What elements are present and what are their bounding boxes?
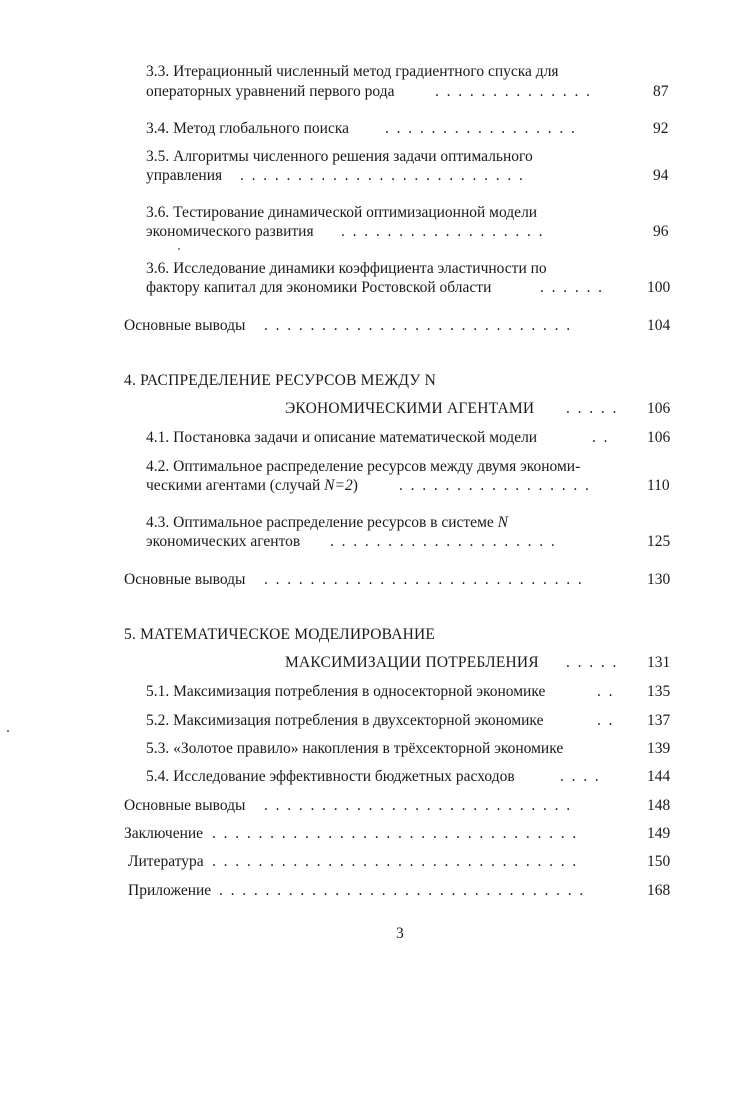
toc-entry-5-3: 5.3. «Золотое правило» накопления в трёхсекторной экономике (146, 740, 564, 757)
toc-dot-leader: . . . . . . . . . . . . . . . . . . . . . . . . . . . . . . . . (212, 853, 577, 870)
chapter-5-title-line2: МАКСИМИЗАЦИИ ПОТРЕБЛЕНИЯ (285, 654, 539, 671)
toc-entry-3-6a-line1: 3.6. Тестирование динамической оптимизационной модели (146, 204, 538, 221)
toc-dot-leader: . . . . . (566, 400, 617, 417)
scan-speck (178, 248, 180, 250)
toc-entry-5-4: 5.4. Исследование эффективности бюджетных расходов (146, 768, 515, 785)
toc-page-3-5: 94 (653, 167, 669, 184)
toc-page-3-6a: 96 (653, 223, 669, 240)
toc-dot-leader: . . . . . . . . . . . . . . . . . . . . . . . . . . . . . . . . (219, 882, 584, 899)
toc-page-appendix: 168 (647, 882, 671, 899)
toc-appendix: Приложение (128, 882, 212, 899)
toc-page-literature: 150 (647, 853, 671, 870)
toc-page-5-3: 139 (647, 740, 671, 757)
toc-summary-ch3: Основные выводы (124, 317, 246, 334)
toc-entry-5-2: 5.2. Максимизация потребления в двухсекторной экономике (146, 712, 544, 729)
toc-entry-5-1: 5.1. Максимизация потребления в односекторной экономике (146, 683, 546, 700)
toc-dot-leader: . . . . (560, 768, 599, 785)
chapter-4-title-line2: ЭКОНОМИЧЕСКИМИ АГЕНТАМИ (285, 400, 535, 417)
toc-dot-leader: . . . . . . . . . . . . . . . . . . . . . . . . . . . (264, 317, 571, 334)
toc-dot-leader: . . . . . . . . . . . . . . . . . . . . . . . . . . . . (264, 571, 582, 588)
toc-entry-4-1: 4.1. Постановка задачи и описание математической модели (146, 429, 538, 446)
toc-page-4-3: 125 (647, 533, 671, 550)
scan-speck (7, 730, 9, 732)
toc-summary-ch5: Основные выводы (124, 797, 246, 814)
toc-dot-leader: . . . . . (566, 654, 617, 671)
toc-dot-leader: . . . . . . . . . . . . . . . . . (399, 477, 589, 494)
toc-dot-leader: . . (597, 712, 613, 729)
toc-entry-4-2-line1: 4.2. Оптимальное распределение ресурсов между двумя экономи- (146, 458, 581, 475)
toc-entry-3-5-line2: управления (146, 167, 223, 184)
toc-dot-leader: . . (592, 429, 608, 446)
toc-page-3-4: 92 (653, 120, 669, 137)
toc-page-5-1: 135 (647, 683, 671, 700)
toc-entry-3-6b-line2: фактору капитал для экономики Ростовской области (146, 279, 492, 296)
page-number: 3 (396, 925, 404, 942)
toc-page-4-1: 106 (647, 429, 671, 446)
toc-dot-leader: . . . . . . (540, 279, 602, 296)
toc-entry-4-3-line2: экономических агентов (146, 533, 301, 550)
toc-dot-leader: . . . . . . . . . . . . . . (435, 83, 590, 100)
toc-literature: Литература (128, 853, 204, 870)
toc-dot-leader: . . . . . . . . . . . . . . . . . . . . (330, 533, 555, 550)
chapter-4-title-line1: 4. РАСПРЕДЕЛЕНИЕ РЕСУРСОВ МЕЖДУ N (124, 372, 437, 389)
toc-dot-leader: . . . . . . . . . . . . . . . . . (385, 120, 575, 137)
toc-entry-3-6b-line1: 3.6. Исследование динамики коэффициента эластичности по (146, 260, 547, 277)
toc-page-5-2: 137 (647, 712, 671, 729)
toc-entry-4-2-line2: ческими агентами (случай N=2) (146, 477, 358, 494)
toc-page-5-4: 144 (647, 768, 671, 785)
toc-dot-leader: . . (597, 683, 613, 700)
toc-entry-3-4: 3.4. Метод глобального поиска (146, 120, 350, 137)
toc-page-4-2: 110 (647, 477, 670, 494)
toc-conclusion: Заключение (124, 825, 204, 842)
toc-entry-3-3-line2: операторных уравнений первого рода (146, 83, 395, 100)
toc-dot-leader: . . . . . . . . . . . . . . . . . . . . . . . . . (240, 167, 523, 184)
toc-dot-leader: . . . . . . . . . . . . . . . . . . (341, 223, 543, 240)
toc-page-3-3: 87 (653, 83, 669, 100)
toc-summary-ch4: Основные выводы (124, 571, 246, 588)
toc-page-conclusion: 149 (647, 825, 671, 842)
toc-entry-3-5-line1: 3.5. Алгоритмы численного решения задачи оптимального (146, 148, 533, 165)
toc-entry-4-3-line1: 4.3. Оптимальное распределение ресурсов в системе N (146, 514, 508, 531)
toc-page-3-6b: 100 (647, 279, 671, 296)
toc-entry-3-6a-line2: экономического развития (146, 223, 314, 240)
toc-page-ch4: 106 (647, 400, 671, 417)
toc-page-summary-ch3: 104 (647, 317, 671, 334)
chapter-5-title-line1: 5. МАТЕМАТИЧЕСКОЕ МОДЕЛИРОВАНИЕ (124, 626, 436, 643)
toc-page-summary-ch5: 148 (647, 797, 671, 814)
toc-page-ch5: 131 (647, 654, 671, 671)
toc-page-summary-ch4: 130 (647, 571, 671, 588)
toc-dot-leader: . . . . . . . . . . . . . . . . . . . . . . . . . . . (264, 797, 571, 814)
toc-entry-3-3-line1: 3.3. Итерационный численный метод градиентного спуска для (146, 63, 559, 80)
toc-dot-leader: . . . . . . . . . . . . . . . . . . . . . . . . . . . . . . . . (212, 825, 577, 842)
